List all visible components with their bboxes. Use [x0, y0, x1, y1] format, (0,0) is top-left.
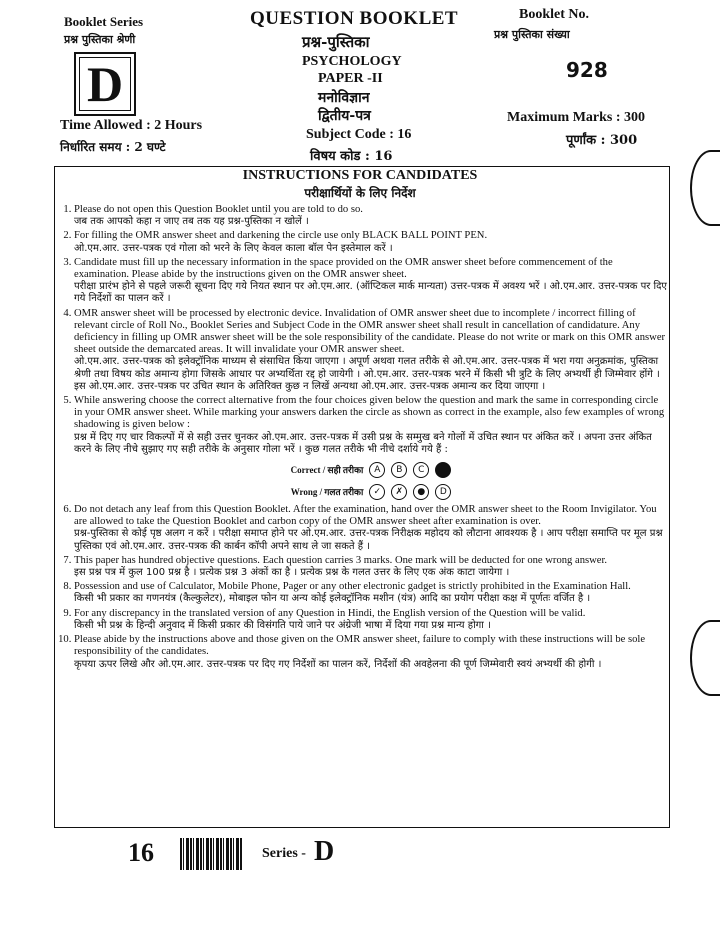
footer-series-label: Series - [262, 846, 306, 861]
bubble-filled [435, 462, 451, 478]
instructions-list [56, 204, 668, 673]
subject-name-hindi: मनोविज्ञान [318, 90, 370, 106]
bubble-d: D [435, 484, 451, 500]
booklet-title: QUESTION BOOKLET [250, 8, 459, 29]
instruction-item [74, 230, 668, 254]
subject-code: Subject Code : 16 [306, 127, 412, 142]
maximum-marks-hindi: पूर्णांक : 300 [566, 133, 638, 148]
instruction-text-hindi: कृपया ऊपर लिखे और ओ.एम.आर. उत्तर-पत्रक पर दिए गए निर्देशों का पालन करें, निर्देशों की अवहेलना की पूर्ण जिम्मेवारी स्वयं अभ्यर्थी की होगी । [74, 658, 602, 670]
instruction-item [74, 608, 668, 632]
instruction-item [74, 504, 668, 553]
booklet-number-label: Booklet No. [519, 7, 589, 22]
paper-name: PAPER -II [318, 71, 383, 86]
instruction-text-hindi: ओ.एम.आर. उत्तर-पत्रक को इलेक्ट्रॉनिक माध्यम से संसाधित किया जाएगा । अपूर्ण अथवा गलत तरीके से ओ.एम.आर. उत्तर-पत्रक में भरा गया अनुक्रमांक, पुस्तिका श्रेणी तथा विषय कोड अमान्य होगा जिसके आधार पर अभ्यर्थिता रद्द हो जायेगी । ओ.एम.आर. उत्तर-पत्रक भरने में किसी भी त्रुटि के लिए अभ्यर्थी ही जिम्मेवार होंगे । इस ओ.एम.आर. उत्तर-पत्रक पर उचित स्थान के अतिरिक्त कुछ न लिखें अन्यथा ओ.एम.आर. उत्तर-पत्रक अमान्य कर दिया जाएगा । [74, 356, 660, 392]
booklet-title-hindi: प्रश्न-पुस्तिका [302, 33, 370, 51]
instruction-text-hindi: परीक्षा प्रारंभ होने से पहले जरूरी सूचना दिए गये नियत स्थान पर ओ.एम.आर. (ऑप्टिकल मार्क मान्यता) उत्तर-पत्रक में अवश्य भरें । ओ.एम.आर. उत्तर-पत्रक पर दिए गये निर्देशों का पालन करें । [74, 281, 667, 305]
instruction-text: 2. For filling the OMR answer sheet and darkening the circle use only BLACK BALL POINT PEN. [74, 230, 488, 242]
instruction-text: 3. Candidate must fill up the necessary information in the space provided on the OMR answer sheet before commencement of the examination. Please abide by the instructions given on the OMR answer sheet. [74, 256, 613, 281]
booklet-number: 928 [566, 58, 608, 82]
booklet-number-label-hindi: प्रश्न पुस्तिका संख्या [494, 28, 570, 41]
correct-example [74, 462, 668, 478]
bubble-tick: ✓ [369, 484, 385, 500]
instruction-text-hindi: किसी भी प्रश्न के हिन्दी अनुवाद में किसी प्रकार की विसंगति पाये जाने पर अंग्रेजी भाषा में दिया गया प्रश्न मान्य होगा । [74, 619, 491, 631]
maximum-marks: Maximum Marks : 300 [507, 110, 646, 125]
correct-label: Correct / सही तरीका [290, 464, 364, 475]
page-number: 16 [128, 838, 154, 867]
booklet-series-label-hindi: प्रश्न पुस्तिका श्रेणी [64, 33, 136, 46]
series-letter: D [79, 57, 131, 111]
series-letter-box [74, 52, 136, 116]
instruction-text: 5. While answering choose the correct alternative from the four choices given below the question and mark the same in corresponding circle in your OMR answer sheet. While marking your answers darken the circle as shown as correct in the example, also few examples of wrong shadowing is given below : [74, 395, 665, 431]
instruction-text-hindi: प्रश्न-पुस्तिका से कोई पृष्ठ अलग न करें । परीक्षा समाप्त होने पर ओ.एम.आर. उत्तर-पत्रक निरीक्षक महोदय को लौटाना आवश्यक है । आप परीक्षा समाप्ति पर मूल प्रश्न पुस्तिका एवं ओ.एम.आर. उत्तर-पत्रक की कार्बन कॉपी अपने साथ ले जा सकते हैं । [74, 528, 663, 552]
wrong-label: Wrong / गलत तरीका [290, 486, 364, 497]
instruction-text: 8. Possession and use of Calculator, Mobile Phone, Pager or any other electronic gadget is strictly prohibited in the Examination Hall. [74, 581, 631, 593]
instruction-item [74, 257, 668, 306]
bubble-b: B [391, 462, 407, 478]
instructions-heading: INSTRUCTIONS FOR CANDIDATES [242, 168, 478, 183]
footer-series-letter: D [314, 836, 335, 867]
instruction-item [74, 308, 668, 393]
instruction-item [74, 204, 668, 228]
instruction-text-hindi: ओ.एम.आर. उत्तर-पत्रक एवं गोला को भरने के लिए केवल काला बॉल पेन इस्तेमाल करें । [74, 242, 393, 254]
subject-name: PSYCHOLOGY [302, 54, 402, 69]
instruction-text: 7. This paper has hundred objective questions. Each question carries 3 marks. One mark will be deducted for one wrong answer. [74, 554, 608, 566]
instruction-text: 6. Do not detach any leaf from this Question Booklet. After the examination, hand over the OMR answer sheet to the Room Invigilator. You are allowed to take the Question Booklet and carbon copy of the OMR answer sheet after examination is over. [74, 504, 657, 528]
instruction-text-hindi: जब तक आपको कहा न जाए तब तक यह प्रश्न-पुस्तिका न खोलें । [74, 216, 309, 228]
booklet-series-label: Booklet Series [64, 14, 144, 29]
seal-stamp-bottom [690, 620, 720, 696]
instruction-text: 1. Please do not open this Question Booklet until you are told to do so. [74, 204, 363, 215]
subject-code-hindi: विषय कोड : 16 [310, 149, 393, 164]
time-allowed-hindi: निर्धारित समय : 2 घण्टे [60, 140, 166, 154]
barcode [180, 838, 242, 870]
instruction-item [74, 581, 668, 605]
paper-name-hindi: द्वितीय-पत्र [318, 108, 371, 124]
time-allowed: Time Allowed : 2 Hours [60, 118, 203, 133]
instruction-text: 4. OMR answer sheet will be processed by electronic device. Invalidation of OMR answer sheet due to incomplete / incorrect filling of relevant circle of Roll No., Booklet Series and Subject Code in the OMR answer sheet shall result in cancellation of candidature. Any deficiency in filling up OMR answer sheet will be the sole responsibility of the candidate. Please do not write or mark on this OMR answer sheet outside the demarcated areas. It will invalidate your OMR answer sheet. [74, 307, 666, 356]
instruction-item [74, 395, 668, 500]
instruction-text-hindi: प्रश्न में दिए गए चार विकल्पों में से सही उत्तर चुनकर ओ.एम.आर. उत्तर-पत्रक में उसी प्रश्न के सम्मुख बने गोलों में उचित स्थान पर अंकित करें । अपना उत्तर अंकित करने के लिए नीचे सुझाए गए सही तरीके के अनुसार गोला भरें । कुछ गलत तरीके भी नीचे दर्शाये गये हैं : [74, 431, 652, 455]
instruction-text-hindi: इस प्रश्न पत्र में कुल 100 प्रश्न है । प्रत्येक प्रश्न 3 अंकों का है । प्रत्येक प्रश्न के गलत उत्तर के लिए एक अंक काटा जायेगा । [74, 567, 510, 579]
wrong-example [74, 484, 668, 500]
instruction-item [74, 555, 668, 579]
bubble-cross: ✗ [391, 484, 407, 500]
bubble-dot: ● [413, 484, 429, 500]
instructions-heading-hindi: परीक्षार्थियों के लिए निर्देश [304, 186, 416, 200]
bubble-c: C [413, 462, 429, 478]
instruction-text: 9. For any discrepancy in the translated version of any Question in Hindi, the English version of the Question will be valid. [74, 607, 586, 619]
instruction-item [74, 634, 668, 671]
instruction-text: 10. Please abide by the instructions above and those given on the OMR answer sheet, failure to comply with these instructions will be sole responsibility of the candidates. [74, 634, 646, 658]
bubble-a: A [369, 462, 385, 478]
instruction-text-hindi: किसी भी प्रकार का गणनयंत्र (कैल्कुलेटर), मोबाइल फोन या अन्य कोई इलेक्ट्रॉनिक मशीन (यंत्र) आदि का प्रयोग परीक्षा कक्ष में पूर्णतः वर्जित है । [74, 593, 591, 605]
